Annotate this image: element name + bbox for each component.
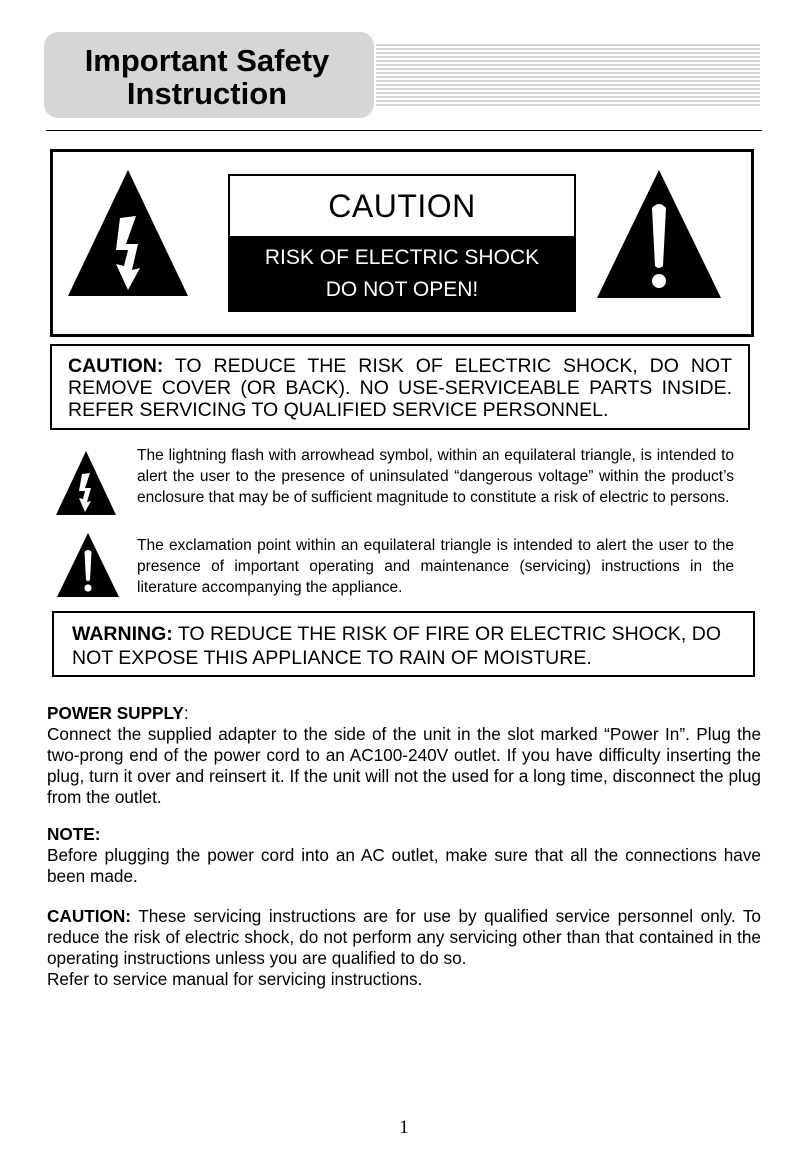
header-stripes xyxy=(376,44,760,106)
warning-notice-text: TO REDUCE THE RISK OF FIRE OR ELECTRIC SHOCK, DO NOT EXPOSE THIS APPLIANCE TO RAIN OF MOISTURE. xyxy=(72,623,722,669)
note-section xyxy=(47,824,761,887)
title-line-1: Important Safety xyxy=(84,43,330,78)
lightning-explanation: The lightning flash with arrowhead symbol, within an equilateral triangle, is intended to alert the user to the presence of uninsulated “dangerous voltage” within the product’s enclosure that may be of sufficient magnitude to constitute a risk of electric to persons. xyxy=(137,447,734,506)
lightning-triangle-icon xyxy=(66,168,190,298)
caution-service-text: These servicing instructions are for use by qualified service personnel only. To reduce the risk of electric shock, do not perform any servicing other than that contained in the operating instructions unless you are qualified to do so. xyxy=(47,906,761,968)
title-line-2: Instruction xyxy=(126,76,288,111)
caution-service-section xyxy=(47,906,761,990)
caution-label-line-1: RISK OF ELECTRIC SHOCK xyxy=(264,246,540,269)
caution-notice-box xyxy=(50,344,750,430)
power-supply-heading: POWER SUPPLY xyxy=(47,703,184,723)
caution-service-lead: CAUTION: xyxy=(47,906,132,926)
warning-notice-lead: WARNING: xyxy=(72,623,173,645)
page-title xyxy=(44,44,370,110)
caution-label-title: CAUTION xyxy=(328,188,476,224)
exclamation-explanation: The exclamation point within an equilateral triangle is intended to alert the user to the presence of important operating and maintenance (servicing) instructions in the literature accompanying the appliance. xyxy=(137,537,734,596)
note-text: Before plugging the power cord into an AC outlet, make sure that all the connections have been made. xyxy=(47,845,761,886)
exclamation-triangle-icon xyxy=(595,168,723,300)
note-heading: NOTE: xyxy=(47,824,101,844)
power-supply-section xyxy=(47,703,761,808)
caution-notice-lead: CAUTION: xyxy=(68,355,164,377)
page-number: 1 xyxy=(399,1117,409,1138)
caution-label-line-2: DO NOT OPEN! xyxy=(325,278,479,301)
caution-service-line-2: Refer to service manual for servicing instructions. xyxy=(47,969,423,989)
lightning-triangle-icon xyxy=(55,450,117,516)
power-supply-colon: : xyxy=(183,703,189,723)
caution-notice-text: TO REDUCE THE RISK OF ELECTRIC SHOCK, DO NOT REMOVE COVER (OR BACK). NO USE-SERVICEABLE PARTS INSIDE. REFER SERVICING TO QUALIFIED SERVICE PERSONNEL. xyxy=(68,355,732,421)
exclamation-triangle-icon xyxy=(56,532,120,598)
warning-notice-box xyxy=(52,611,755,677)
power-supply-text: Connect the supplied adapter to the side of the unit in the slot marked “Power In”. Plug the two-prong end of the power cord to an AC100-240V outlet. If you have difficulty inserting the plug, turn it over and reinsert it. If the unit will not the used for a long time, disconnect the plug from the outlet. xyxy=(47,724,761,807)
caution-label xyxy=(228,174,576,312)
caution-label-subtitle xyxy=(230,236,574,310)
header-rule xyxy=(46,130,762,131)
